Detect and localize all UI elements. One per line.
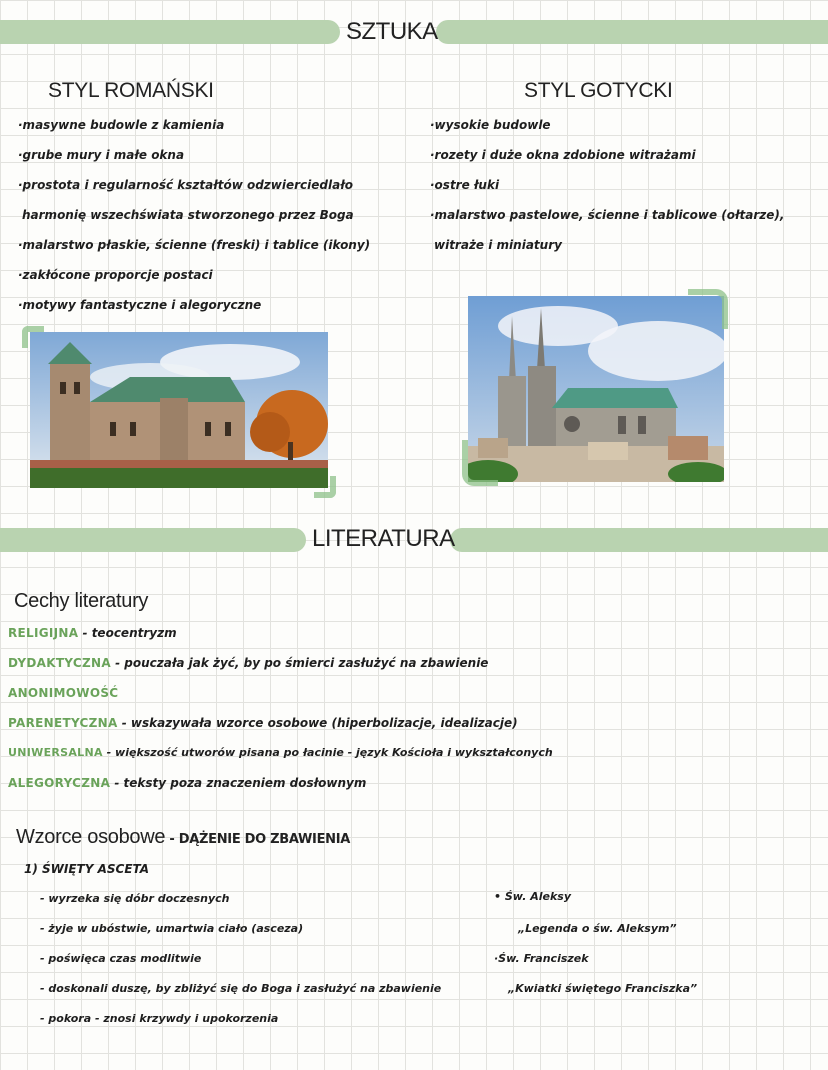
asceta-line: - doskonali duszę, by zbliżyć się do Boga i zasłużyć na zbawienie xyxy=(40,982,442,995)
romanski-line: ·malarstwo płaskie, ścienne (freski) i tablice (ikony) xyxy=(18,238,371,252)
example-saint: • Św. Aleksy xyxy=(494,890,572,903)
asceta-line: - żyje w ubóstwie, umartwia ciało (asceza) xyxy=(40,922,304,935)
cecha-line xyxy=(8,656,488,670)
example-title: „Kwiatki świętego Franciszka” xyxy=(508,982,698,995)
cecha-text: - wskazywała wzorce osobowe (hiperbolizacje, idealizacje) xyxy=(117,716,518,730)
cecha-line xyxy=(8,776,366,790)
cechy-heading: Cechy literatury xyxy=(14,590,149,612)
example-saint: ·Św. Franciszek xyxy=(494,952,589,965)
cecha-keyword: UNIWERSALNA xyxy=(8,746,103,759)
gothic-corner-tr xyxy=(688,289,728,329)
wzorce-subtitle: - DĄŻENIE DO ZBAWIENIA xyxy=(165,832,351,847)
cecha-keyword: ANONIMOWOŚĆ xyxy=(8,686,119,700)
sztuka-title: SZTUKA xyxy=(346,18,438,45)
wzorce-title: Wzorce osobowe xyxy=(16,826,166,848)
romanski-heading: STYL ROMAŃSKI xyxy=(48,79,214,102)
cecha-keyword: ALEGORYCZNA xyxy=(8,776,111,790)
wzorce-heading xyxy=(16,826,350,849)
romanski-line: ·zakłócone proporcje postaci xyxy=(18,268,213,282)
cecha-keyword: RELIGIJNA xyxy=(8,626,79,640)
gotycki-line: witraże i miniatury xyxy=(434,238,562,252)
cecha-keyword: PARENETYCZNA xyxy=(8,716,118,730)
cecha-line xyxy=(8,626,177,640)
cecha-line xyxy=(8,716,518,730)
literatura-title: LITERATURA xyxy=(312,525,455,552)
romanski-line: ·motywy fantastyczne i alegoryczne xyxy=(18,298,262,312)
cecha-text: - pouczała jak żyć, by po śmierci zasłużyć na zbawienie xyxy=(110,656,489,670)
gothic-corner-bl xyxy=(462,440,498,486)
romanesque-corner-tl xyxy=(22,326,44,348)
gotycki-line: ·rozety i duże okna zdobione witrażami xyxy=(430,148,696,162)
gotycki-heading: STYL GOTYCKI xyxy=(524,79,673,102)
cecha-line xyxy=(8,746,553,759)
asceta-heading: 1) ŚWIĘTY ASCETA xyxy=(24,862,150,876)
romanski-line: harmonię wszechświata stworzonego przez Boga xyxy=(22,208,354,222)
romanski-line: ·masywne budowle z kamienia xyxy=(18,118,225,132)
romanesque-church-image xyxy=(30,332,328,488)
gotycki-line: ·malarstwo pastelowe, ścienne i tablicowe (ołtarze), xyxy=(430,208,785,222)
asceta-line: - pokora - znosi krzywdy i upokorzenia xyxy=(40,1012,279,1025)
romanski-line: ·grube mury i małe okna xyxy=(18,148,185,162)
gothic-cathedral-image xyxy=(468,296,724,482)
cecha-line xyxy=(8,686,118,700)
gotycki-line: ·ostre łuki xyxy=(430,178,500,192)
asceta-line: - wyrzeka się dóbr doczesnych xyxy=(40,892,230,905)
cecha-keyword: DYDAKTYCZNA xyxy=(8,656,111,670)
cecha-text: - teocentryzm xyxy=(78,626,177,640)
asceta-line: - poświęca czas modlitwie xyxy=(40,952,202,965)
gotycki-line: ·wysokie budowle xyxy=(430,118,551,132)
romanesque-corner-br xyxy=(314,476,336,498)
romanski-line: ·prostota i regularność kształtów odzwierciedlało xyxy=(18,178,353,192)
example-title: „Legenda o św. Aleksym” xyxy=(518,922,677,935)
cecha-text: - teksty poza znaczeniem dosłownym xyxy=(110,776,367,790)
cecha-text: - większość utworów pisana po łacinie - język Kościoła i wykształconych xyxy=(102,746,553,759)
